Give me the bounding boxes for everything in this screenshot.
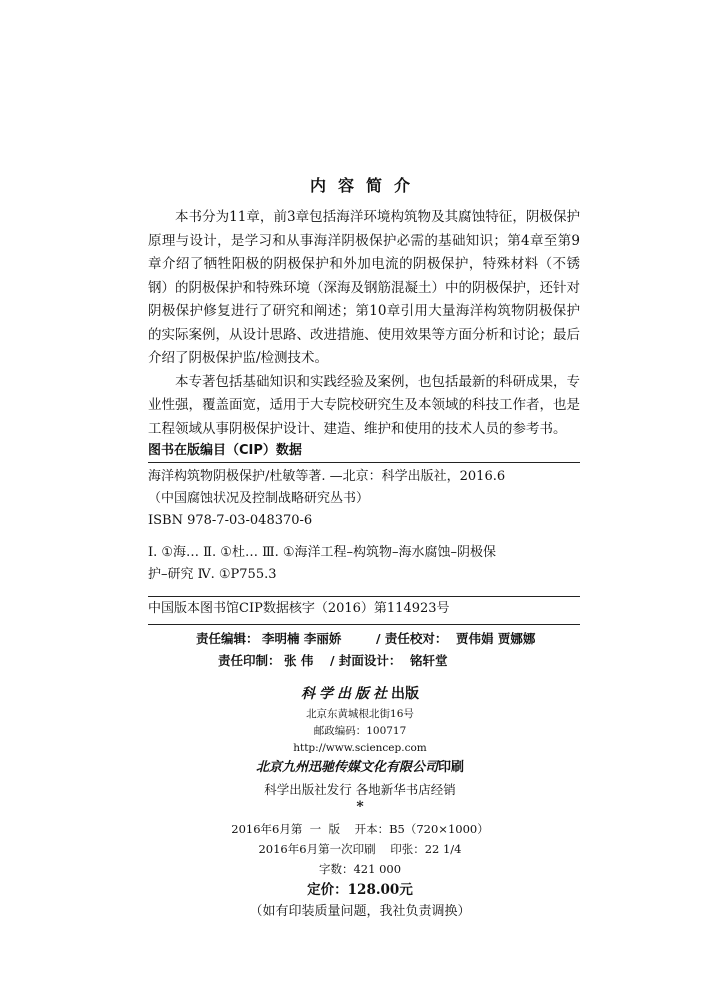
cip-book-line: 海洋构筑物阴极保护/杜敏等著. —北京：科学出版社，2016.6 xyxy=(148,469,506,484)
colophon xyxy=(0,682,720,923)
credits-row-2 xyxy=(0,650,720,672)
summary-paragraph-1: 本书分为11章，前3章包括海洋环境构筑物及其腐蚀特征，阴极保护原理与设计，是学习和从事海洋阴极保护必需的基础知识；第4章至第9章介绍了牺牲阳极的阴极保护和外加电流的阴极保护，特殊材料（不锈钢）的阴极保护和特殊环境（深海及钢筋混凝土）中的阴极保护，还针对阴极保护修复进行了研究和阐述；第10章引用大量海洋构筑物阴极保护的实际案例，从设计思路、改进措施、使用效果等方面分析和讨论；最后介绍了阴极保护监/检测技术。 xyxy=(148,209,580,366)
cip-spacer xyxy=(148,532,580,542)
word-count-line: 字数：421 000 xyxy=(318,862,402,876)
print-manager-name: 张 伟 xyxy=(284,653,314,668)
cip-middle-rule xyxy=(148,596,580,597)
cip-bottom-rule xyxy=(148,624,580,625)
summary-paragraph-2: 本专著包括基础知识和实践经验及案例，也包括最新的科研成果，专业性强，覆盖面宽，适用于大专院校研究生及本领域的科技工作者，也是工程领域从事阴极保护设计、建造、维护和使用的技术人员的参考书。 xyxy=(148,373,580,437)
cip-classification xyxy=(148,542,580,586)
cip-heading: 图书在版编目（CIP）数据 xyxy=(148,443,302,458)
printer-name: 北京九州迅驰传媒文化有限公司 xyxy=(255,760,438,775)
edition-line: 2016年6月第 一 版 开本：B5（720×1000） xyxy=(231,822,489,836)
cip-class-line-1: Ⅰ. ①海… Ⅱ. ①杜… Ⅲ. ①海洋工程–构筑物–海水腐蚀–阴极保 xyxy=(148,545,497,560)
publisher-logo-text: 科学出版社 xyxy=(301,686,391,702)
cover-designer-name: 铭轩堂 xyxy=(410,653,448,668)
cip-data-block xyxy=(148,466,580,586)
printing-line: 2016年6月第一次印刷 印张：22 1/4 xyxy=(258,842,462,856)
publisher-postcode: 邮政编码：100717 xyxy=(313,725,407,737)
price-line: 定价：128.00元 xyxy=(307,882,413,898)
print-manager-label: 责任印制： xyxy=(218,653,281,668)
cip-series-line: （中国腐蚀状况及控制战略研究丛书） xyxy=(148,491,370,506)
printer-suffix: 印刷 xyxy=(438,760,465,775)
publisher-address: 北京东黄城根北街16号 xyxy=(306,708,414,720)
publisher-website: http://www.sciencep.com xyxy=(293,742,427,754)
cip-top-rule xyxy=(148,462,580,463)
printer-line xyxy=(0,757,720,779)
proofreader-label: / 责任校对： xyxy=(376,631,448,646)
editor-label: 责任编辑： xyxy=(196,631,259,646)
quality-notice: （如有印装质量问题，我社负责调换） xyxy=(249,904,471,919)
page-title: 内容简介 xyxy=(309,176,422,195)
cip-isbn-line: ISBN 978-7-03-048370-6 xyxy=(148,513,313,528)
cover-designer-label: / 封面设计： xyxy=(330,653,402,668)
cip-class-line-2: 护–研究 Ⅳ. ①P755.3 xyxy=(148,567,277,582)
publisher-suffix: 出版 xyxy=(391,686,419,702)
credits-block xyxy=(0,628,720,672)
cip-record-wrap xyxy=(148,598,580,624)
content-summary xyxy=(148,206,580,441)
proofreader-names: 贾伟娟 贾娜娜 xyxy=(456,631,536,646)
editor-names: 李明楠 李丽娇 xyxy=(262,631,342,646)
credits-row-1 xyxy=(0,628,720,650)
separator-star: * xyxy=(356,799,364,815)
cip-record-line: 中国版本图书馆CIP数据核字（2016）第114923号 xyxy=(148,601,450,616)
distribution-line: 科学出版社发行 各地新华书店经销 xyxy=(264,782,456,797)
publisher-line xyxy=(0,682,720,706)
